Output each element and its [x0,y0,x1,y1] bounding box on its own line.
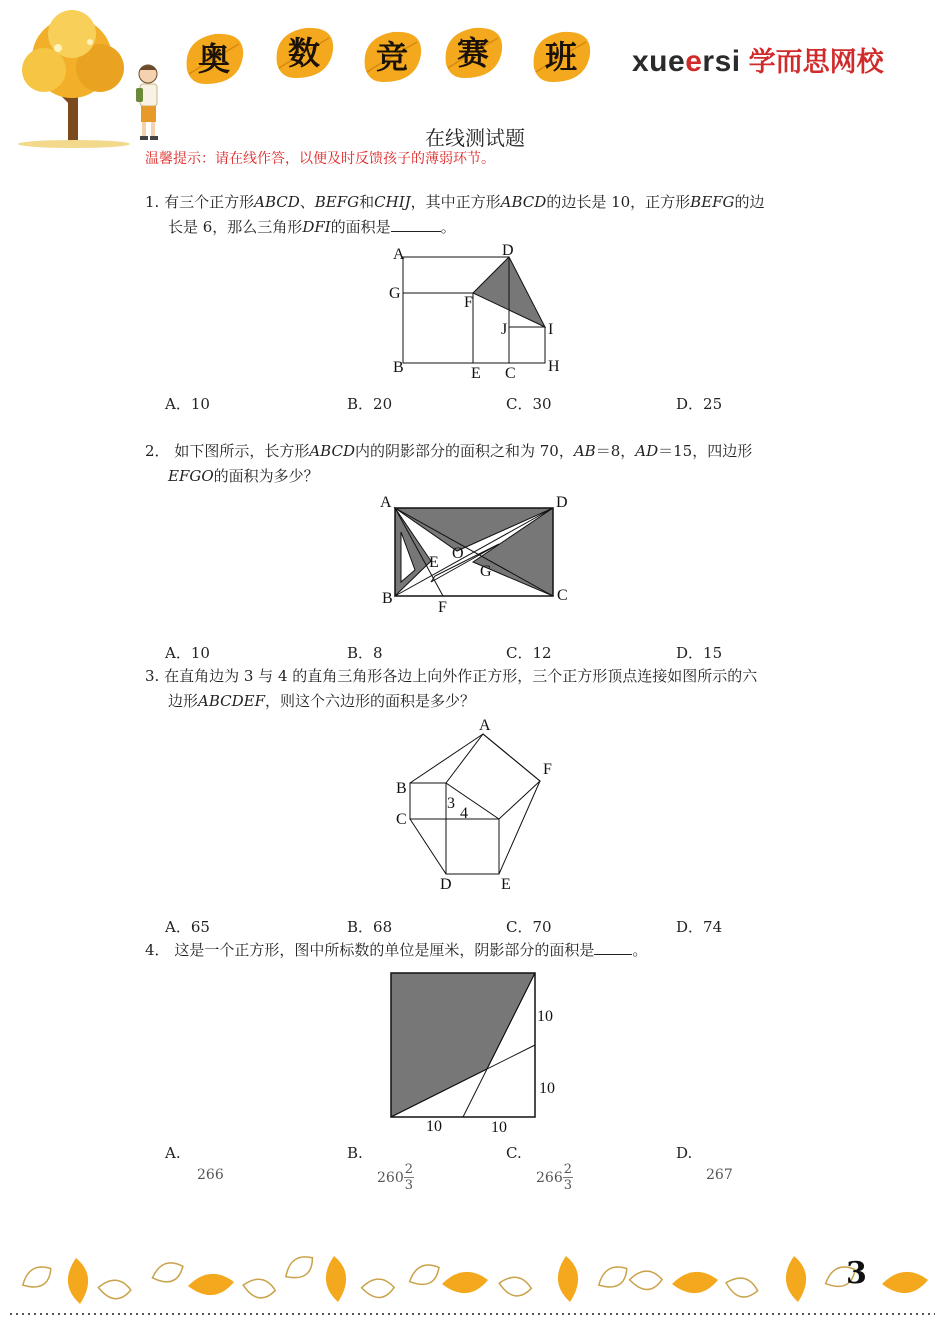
question-3 [145,664,815,714]
label-I: I [548,321,554,338]
hexagon-abcdef [410,734,540,874]
q3-option-b[interactable]: B．68 [347,918,393,936]
answer-blank[interactable] [594,940,632,955]
question-1 [145,190,815,240]
footer-leaf-decoration [10,1250,940,1320]
q-text: 这是一个正方形，图中所标数的单位是厘米，阴影部分的面积是 [174,941,595,959]
q-term: ABCD [500,193,547,211]
question-3-figure [390,712,565,897]
label-E: E [501,876,511,893]
option-value: 260 [377,1169,404,1186]
question-2-line1 [145,439,815,464]
option-fraction [563,1162,573,1193]
label-E: E [471,365,481,382]
q-term: DFI [302,218,331,236]
label-right-bottom: 10 [539,1080,555,1097]
q2-option-c[interactable]: C．12 [506,644,552,662]
brand-cn: 学而思网校 [748,47,884,78]
q-text: 有三个正方形 [164,193,255,211]
q-text: 的边 [734,193,765,211]
q-term: AD [635,442,659,460]
banner-char-1: 奥 [197,40,230,78]
answer-blank[interactable] [391,217,441,232]
question-number: 3. [145,667,160,685]
q1-option-a[interactable]: A．10 [165,395,210,413]
label-H: H [548,358,560,375]
question-number: 2． [145,442,170,460]
label-A: A [393,246,405,263]
banner-leaf-1 [181,30,247,88]
square-on-3 [410,783,446,819]
option-label: A. [165,1144,181,1162]
question-1-line1 [145,190,815,215]
banner-char-2: 数 [287,34,320,72]
q4-option-b[interactable] [347,1144,414,1193]
q4-option-a[interactable] [165,1144,224,1188]
label-C: C [396,811,407,828]
banner-leaf-5 [528,28,594,86]
label-D: D [440,876,452,893]
label-A: A [380,494,392,511]
label-3: 3 [447,795,455,812]
q-text: 边形 [168,692,199,710]
brand-en [632,45,741,78]
q-term: BEFG [314,193,360,211]
label-C: C [557,587,568,604]
fraction-denominator: 3 [404,1178,414,1193]
q4-option-c[interactable] [506,1144,573,1193]
page-number: 3 [846,1256,867,1291]
q-term: ABCDEF [198,692,266,710]
q-text: 。 [632,941,648,959]
question-number: 1. [145,193,160,211]
q-text: 的边长是 10，正方形 [546,193,691,211]
square-on-4 [446,819,499,874]
q-text: 如下图所示，长方形 [174,442,310,460]
q1-option-b[interactable]: B．20 [347,395,393,413]
q3-option-d[interactable]: D．74 [676,918,723,936]
question-4 [145,938,815,963]
brand-en-prefix: xue [632,45,686,78]
q-text: 的面积为多少？ [213,467,319,485]
q3-option-c[interactable]: C．70 [506,918,552,936]
question-number: 4． [145,941,170,959]
banner-leaf-4 [440,24,506,82]
label-C: C [505,365,516,382]
q-term: CHIJ [374,193,411,211]
question-4-line1 [145,938,815,963]
option-fraction [404,1162,414,1193]
question-3-line1 [145,664,815,689]
q2-option-d[interactable]: D．15 [676,644,723,662]
label-F: F [438,599,447,616]
square-chij [509,327,545,363]
q-term: ABCD [254,193,300,211]
square-befg [403,293,473,363]
q-term: AB [573,442,596,460]
fraction-numerator: 2 [563,1162,573,1177]
label-A: A [479,717,491,734]
q2-option-a[interactable]: A．10 [165,644,210,662]
label-J: J [501,321,508,338]
q1-option-d[interactable]: D．25 [676,395,723,413]
banner-leaf-2 [271,24,337,82]
brand-en-suffix: rsi [702,45,741,78]
label-4: 4 [460,805,468,822]
fraction-numerator: 2 [404,1162,414,1177]
q-text: ，则这个六边形的面积是多少？ [265,692,476,710]
label-D: D [502,242,514,259]
question-2-figure [375,490,580,618]
label-bottom-right: 10 [491,1119,507,1136]
q-text: ＝15，四边形 [658,442,753,460]
question-4-figure [385,965,565,1140]
q-term: BEFG [690,193,735,211]
label-F: F [543,761,552,778]
question-1-line2 [145,215,815,240]
q-text: 和 [359,193,375,211]
shaded-region [391,973,535,1117]
label-G: G [389,285,401,302]
label-F: F [464,294,473,311]
q-text: 内的阴影部分的面积之和为 70， [354,442,574,460]
notice-text: 温馨提示：请在线作答，以便及时反馈孩子的薄弱环节。 [145,151,495,167]
q2-option-b[interactable]: B．8 [347,644,383,662]
label-G: G [480,563,492,580]
q-text: ＝8， [595,442,636,460]
q-text: 长是 6，那么三角形 [168,218,303,236]
label-B: B [396,780,407,797]
q-term: ABCD [309,442,355,460]
banner-char-5: 班 [544,38,577,76]
q4-option-d[interactable] [676,1144,733,1188]
q1-option-c[interactable]: C．30 [506,395,552,413]
label-O: O [452,545,464,562]
option-value: 266 [197,1167,224,1183]
q-text: ，其中正方形 [410,193,501,211]
option-label: D. [676,1144,693,1162]
option-label: B. [347,1144,363,1162]
q-text: 的面积是 [330,218,391,236]
label-right-top: 10 [537,1008,553,1025]
brand-en-highlight: e [685,45,703,78]
banner-char-3: 竞 [375,38,408,76]
label-bottom-left: 10 [426,1118,442,1135]
question-2 [145,439,815,489]
page-title: 在线测试题 [425,126,525,150]
option-label: C. [506,1144,522,1162]
banner-leaf-3 [359,28,425,86]
q-term: EFGO [168,467,214,485]
question-3-line2 [145,689,815,714]
fraction-denominator: 3 [563,1178,573,1193]
q3-option-a[interactable]: A．65 [165,918,210,936]
q-text: 、 [299,193,315,211]
banner-char-4: 赛 [456,34,489,72]
label-B: B [382,590,393,607]
label-B: B [393,359,404,376]
q-text: 。 [440,218,456,236]
q-text: 在直角边为 3 与 4 的直角三角形各边上向外作正方形，三个正方形顶点连接如图所示的六 [164,667,758,685]
footer-leaves [19,1253,928,1304]
option-value: 267 [706,1167,733,1183]
brand-logo [632,40,884,79]
question-1-figure [385,242,575,382]
option-value: 266 [536,1169,563,1186]
label-D: D [556,494,568,511]
label-E: E [429,554,439,571]
question-2-line2 [145,464,815,489]
